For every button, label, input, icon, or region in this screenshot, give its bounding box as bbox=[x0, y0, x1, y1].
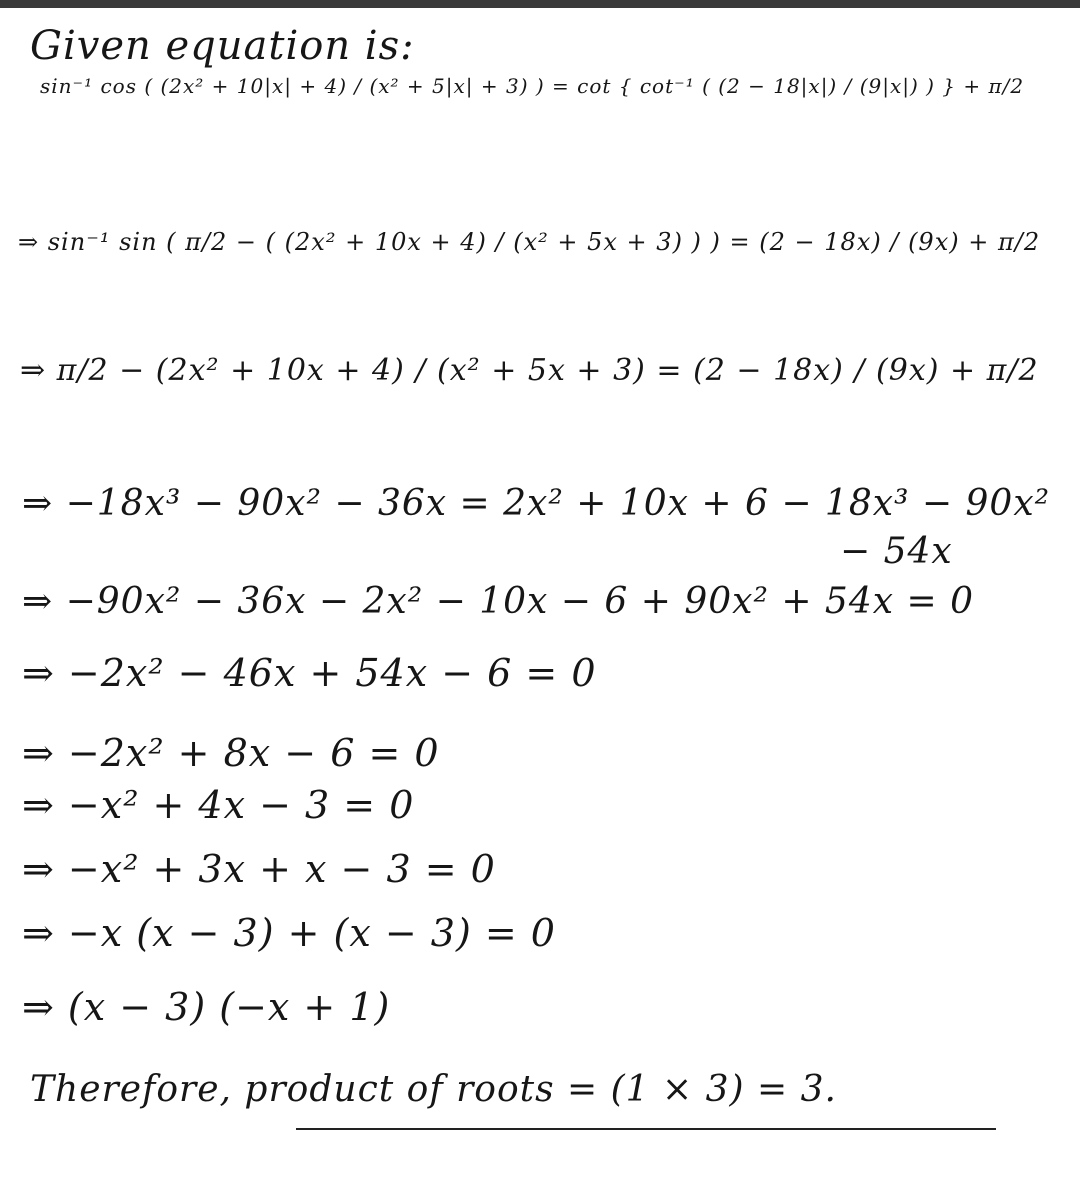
step-6: ⇒ −2x² + 8x − 6 = 0 bbox=[22, 731, 440, 775]
step-7: ⇒ −x² + 4x − 3 = 0 bbox=[22, 783, 415, 827]
intro-text: Given equation is: bbox=[30, 23, 415, 69]
step-3: ⇒ −18x³ − 90x² − 36x = 2x² + 10x + 6 − 18x³ − 90x² bbox=[22, 483, 1051, 524]
step-9: ⇒ −x (x − 3) + (x − 3) = 0 bbox=[22, 911, 556, 955]
conclusion-underline bbox=[296, 1128, 996, 1130]
given-equation: sin⁻¹ cos ( (2x² + 10|x| + 4) / (x² + 5|x| + 3) ) = cot { cot⁻¹ ( (2 − 18|x|) / (9|x|) ) } + π/2 bbox=[40, 74, 1025, 98]
step-2: ⇒ π/2 − (2x² + 10x + 4) / (x² + 5x + 3) = (2 − 18x) / (9x) + π/2 bbox=[20, 353, 1039, 388]
step-8: ⇒ −x² + 3x + x − 3 = 0 bbox=[22, 847, 496, 891]
handwritten-solution-page bbox=[0, 8, 1080, 1178]
step-1: ⇒ sin⁻¹ sin ( π/2 − ( (2x² + 10x + 4) / (x² + 5x + 3) ) ) = (2 − 18x) / (9x) + π/2 bbox=[18, 228, 1041, 256]
step-10: ⇒ (x − 3) (−x + 1) bbox=[22, 985, 391, 1029]
step-4: ⇒ −90x² − 36x − 2x² − 10x − 6 + 90x² + 54x = 0 bbox=[22, 581, 974, 622]
conclusion-text: Therefore, product of roots = (1 × 3) = 3. bbox=[30, 1069, 837, 1110]
step-5: ⇒ −2x² − 46x + 54x − 6 = 0 bbox=[22, 651, 597, 695]
top-bar bbox=[0, 0, 1080, 8]
step-3-continuation: − 54x bbox=[840, 531, 953, 572]
